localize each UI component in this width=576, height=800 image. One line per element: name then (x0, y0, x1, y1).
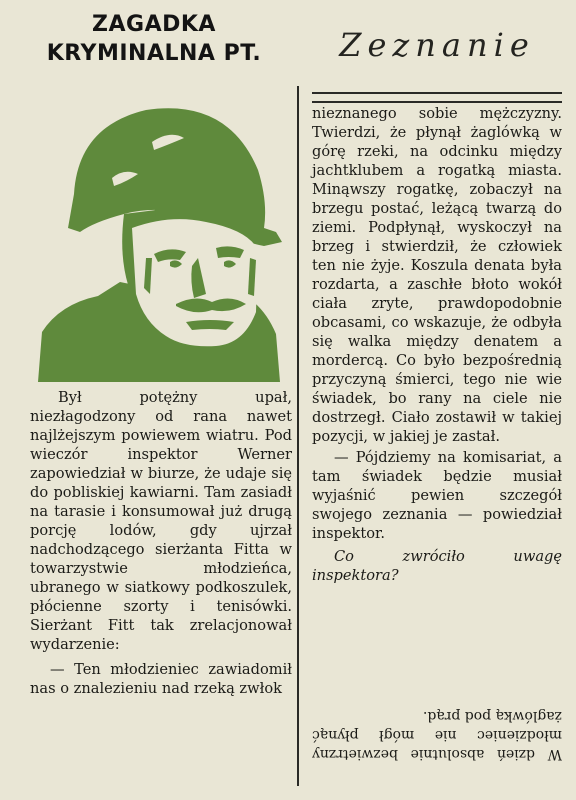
title-double-rule (312, 92, 562, 103)
article-column-left (30, 388, 292, 698)
headline-line-1: ZAGADKA (92, 12, 216, 37)
puzzle-question: Co zwróciło uwagę inspektora? (312, 548, 562, 584)
article-paragraph-2: — Ten młodzieniec zawiadomił nas o znalezieniu nad rzeką zwłok (30, 661, 292, 697)
soldier-portrait-icon (20, 82, 292, 382)
upside-down-answer: W dzień absolutnie bezwietrzny młodzieniec nie mógł płynąć żaglówką pod prąd. (312, 708, 562, 762)
portrait-illustration (20, 82, 292, 382)
column-divider (297, 86, 299, 786)
story-title: Zeznanie (339, 26, 535, 64)
headline-line-2: KRYMINALNA PT. (46, 41, 262, 66)
puzzle-headline (18, 10, 290, 68)
article-paragraph-1: Był potężny upał, niezłagodzony od rana nawet najlżejszym powiewem wiatru. Pod wieczór inspektor Werner zapowiedział w biurze, że udaje się do pobliskiej kawiarni. Tam zasiadł na tarasie i konsumował już drugą porcję lodów, gdy ujrzał nadchodzącego sierżanta Fitta w towarzystwie młodzieńca, ubranego w siatkowy podkoszulek, płócienne szorty i tenisówki. Sierżant Fitt tak zrelacjonował wydarzenie: (30, 389, 292, 653)
article-paragraph-3: nieznanego sobie mężczyzny. Twierdzi, że płynął żaglówką w górę rzeki, na odcinku między jachtklubem a rogatką miasta. Minąwszy rogatkę, zobaczył na brzegu postać, leżącą twarzą do ziemi. Podpłynął, wyskoczył na brzeg i stwierdził, że człowiek ten nie żyje. Koszula denata była rozdarta, a zaschłe błoto wokół ciała zryte, prawdopodobnie obcasami, co wskazuje, że odbyła się walka między denatem a mordercą. Co było bezpośrednią przyczyną śmierci, tego nie wie świadek, bo rany na ciele nie dostrzegł. Ciało zostawił w takiej pozycji, w jakiej je zastał. (312, 105, 562, 445)
article-column-right (312, 104, 562, 585)
article-paragraph-4: — Pójdziemy na komisariat, a tam świadek będzie musiał wyjaśnić pewien szczegół swojego zeznania — powiedział inspektor. (312, 449, 562, 542)
